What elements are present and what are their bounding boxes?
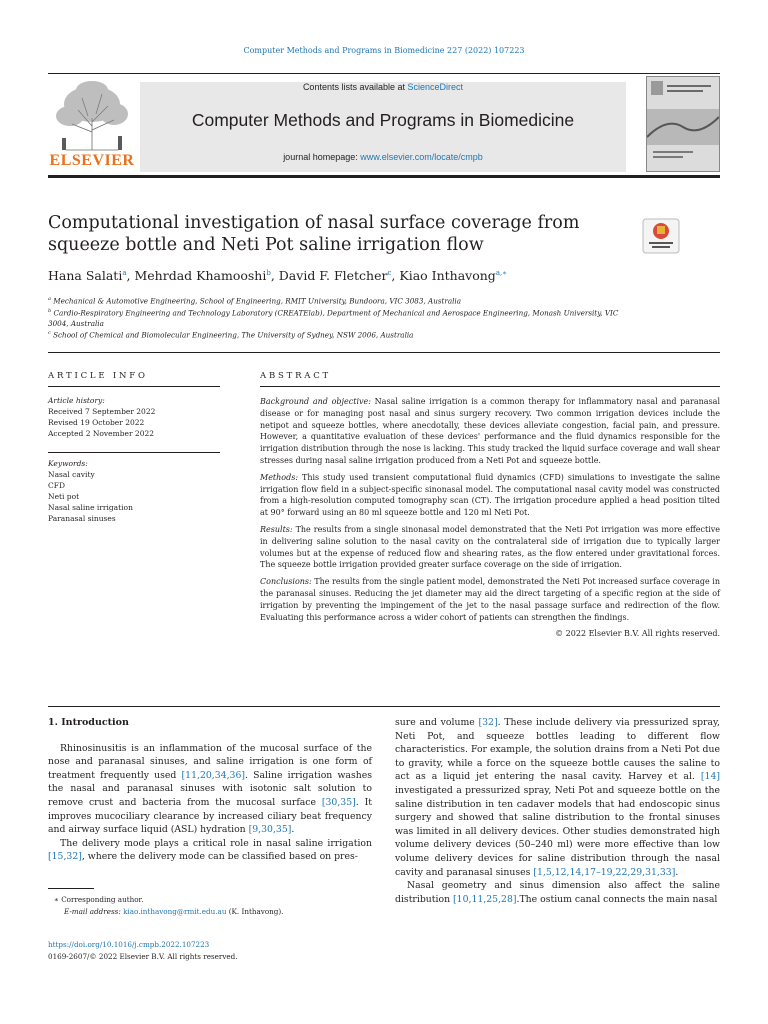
- paragraph-text: Nasal geometry and sinus dimension also affect the saline distribution: [395, 880, 720, 905]
- paragraph-text: sure and volume: [395, 717, 479, 728]
- section-rule: [48, 352, 720, 353]
- author-list: Hana Salati$^a$, Mehrdad Khamooshi$^b$, David F. Fletcher$^c$, Kiao Inthavong$^{a,∗}$: [48, 268, 507, 283]
- tree-icon: [48, 80, 136, 152]
- issn-line: 0169-2607/© 2022 Elsevier B.V. All rights reserved.: [48, 951, 238, 961]
- paragraph-text: The delivery mode plays a critical role in nasal saline irrigation: [60, 837, 372, 849]
- conclusions-text: The results from the single patient model, demonstrated the Neti Pot increased surface coverage in the paranasal sinuses. Reducing the jet diameter may aid the direct targeting of a specific region at the side of irrigation by preventing the impingement of the jet to the nasal passage surface and redirection of the flow. Evaluating this performance across a wider cohort of patients can strengthen the findings.: [260, 577, 720, 622]
- journal-citation[interactable]: Computer Methods and Programs in Biomedicine 227 (2022) 107223: [243, 46, 525, 55]
- header-rule: [48, 73, 720, 74]
- affiliation-text: Cardio-Respiratory Engineering and Technology Laboratory (CREATElab), Department of Mechanical and Aerospace Engineering, Monash University, VIC 3004, Australia: [48, 308, 619, 329]
- author-name[interactable]: Hana Salati: [48, 268, 123, 283]
- email-owner: (K. Inthavong).: [228, 906, 284, 916]
- keyword-item: Paranasal sinuses: [48, 514, 116, 523]
- journal-cover[interactable]: [646, 76, 720, 172]
- corresponding-author-note: Corresponding author.: [61, 895, 144, 904]
- homepage-link[interactable]: www.elsevier.com/locate/cmpb: [360, 152, 483, 162]
- keyword-item: Nasal cavity: [48, 470, 95, 479]
- elsevier-logo[interactable]: [48, 80, 136, 170]
- author-name[interactable]: David F. Fletcher: [278, 268, 388, 283]
- abstract-heading: ABSTRACT: [260, 371, 331, 381]
- body-rule: [48, 706, 720, 707]
- affiliation: [48, 328, 628, 340]
- keyword-item: CFD: [48, 481, 65, 490]
- affiliation-text: School of Chemical and Biomolecular Engineering, The University of Sydney, NSW 2006, Australia: [53, 330, 414, 340]
- paragraph-text: .The ostium canal connects the main nasal: [516, 893, 718, 905]
- abstract-results: [260, 524, 720, 571]
- methods-text: This study used transient computational fluid dynamics (CFD) simulations to investigate the saline irrigation flow field in a subject-specific sinonasal model. The computational nasal cavity model was constructed from a high-resolution computed tomography scan (CT). The irrigation procedure applied a head position tilted at 90° forward using an 80 ml squeeze bottle and 120 ml Neti Pot.: [260, 472, 720, 518]
- doi-link[interactable]: https://doi.org/10.1016/j.cmpb.2022.107223: [48, 940, 210, 949]
- history-revised: Revised 19 October 2022: [48, 418, 145, 427]
- conclusions-label: Conclusions:: [260, 577, 312, 587]
- paragraph-text: . Saline irrigation washes the nasal and paranasal sinuses with isotonic salt solution to remove crust and bacteria from the mucosal surface: [48, 769, 373, 808]
- check-for-updates-badge[interactable]: [642, 218, 680, 254]
- affiliation: [48, 294, 628, 306]
- paragraph-text: Rhinosinusitis is an inflammation of the mucosal surface of the nose and paranasal sinuses, and saline irrigation is one form of treatment frequently used: [48, 742, 372, 781]
- results-label: Results:: [260, 524, 293, 534]
- author-name[interactable]: Mehrdad Khamooshi: [134, 268, 267, 283]
- affiliation-mark: c: [48, 330, 51, 336]
- citation-link[interactable]: [11,20,34,36]: [181, 769, 245, 781]
- citation-link[interactable]: [15,32]: [48, 851, 82, 863]
- keywords-rule: [48, 452, 220, 453]
- contents-line: [140, 82, 626, 92]
- email-link[interactable]: kiao.inthavong@rmit.edu.au: [123, 906, 227, 916]
- history-label: Article history:: [48, 396, 105, 405]
- history-received: Received 7 September 2022: [48, 407, 156, 416]
- affiliation-mark: a: [48, 296, 51, 302]
- citation-link[interactable]: [1,5,12,14,17–19,22,29,31,33]: [533, 866, 676, 878]
- header-thick-rule: [48, 175, 720, 178]
- abstract-body: [260, 396, 720, 640]
- homepage-prefix: journal homepage:: [283, 152, 358, 162]
- background-label: Background and objective:: [260, 397, 371, 406]
- keyword-item: Neti pot: [48, 492, 80, 501]
- paragraph-text: , where the delivery mode can be classified based on pres-: [81, 851, 358, 863]
- author-affiliation-mark[interactable]: b: [266, 268, 271, 277]
- keywords-label: Keywords:: [48, 459, 88, 468]
- paragraph-text: .: [291, 824, 295, 836]
- elsevier-wordmark: ELSEVIER: [49, 152, 135, 169]
- intro-paragraph: [395, 716, 720, 879]
- crossmark-icon: [642, 218, 680, 254]
- results-text: The results from a single sinonasal model demonstrated that the Neti Pot irrigation was more effective in delivering saline solution to the nasal cavity on the contralateral side of irrigation due to typically larger volumes but at the expense of reduced flow and shearing rates, as the flow entered under gravitational forces. The squeeze bottle irrigation provided greater surface coverage on the side of irrigation.: [260, 524, 721, 570]
- paragraph-text: . These include delivery via pressurized spray, Neti Pot, and squeeze bottles leading to different flow characteristics. For example, the solution drains from a Neti Pot due to gravity, while a force on the squeeze bottle causes the saline to act as a liquid jet entering the nasal cavity. Harvey et al.: [395, 717, 720, 783]
- email-label: E-mail address:: [64, 906, 121, 916]
- citation-link[interactable]: [14]: [700, 771, 720, 783]
- journal-banner: [140, 82, 626, 172]
- keywords: [48, 458, 220, 524]
- paragraph-text: . It improves mucociliary clearance by increased ciliary beat frequency and airway surface liquid (ASL) hydration: [48, 796, 372, 836]
- history-accepted: Accepted 2 November 2022: [48, 429, 155, 438]
- footnote: [48, 894, 283, 917]
- article-info-heading: ARTICLE INFO: [48, 371, 148, 381]
- citation-link[interactable]: [9,30,35]: [248, 824, 292, 836]
- page-footer: [48, 939, 238, 962]
- article-title: Computational investigation of nasal surface coverage from squeeze bottle and Neti Pot saline irrigation flow: [48, 213, 580, 255]
- journal-name: Computer Methods and Programs in Biomedicine: [191, 110, 575, 130]
- author-affiliation-mark[interactable]: a,∗: [495, 268, 507, 277]
- abstract-methods: [260, 472, 720, 519]
- abstract-background: [260, 396, 720, 467]
- paragraph-text: investigated a pressurized spray, Neti Pot and squeeze bottle on the saline distribution in ten cadaver models that had endoscopic sinus surgery and showed that saline distribution to the frontal sinuses was limited in all delivery devices. Other studies demonstrated high volume delivery devices (50–240 ml) were more effective than low volume delivery devices for saline distribution through the nasal cavity and paranasal sinuses: [395, 784, 720, 878]
- abstract-copyright: © 2022 Elsevier B.V. All rights reserved.: [555, 629, 720, 639]
- contents-prefix: Contents lists available at: [302, 82, 405, 92]
- intro-paragraph: [48, 742, 372, 837]
- body-right-column: [395, 716, 720, 906]
- background-text: Nasal saline irrigation is a common therapy for inflammatory nasal and paranasal disease or for managing post nasal and sinus surgery recovery. Two common irrigation devices include the netipot and squeeze bottles, where anecdotally, these devices alleviate congestion, facial pain, and pressure. However, a quantitative evaluation of these devices' performance and the fluid dynamics responsible for the irrigation distribution through the nose is lacking. This study tracked the liquid surface coverage and wall shear stresses during nasal saline irrigation produced from a Neti Pot and squeeze bottle.: [260, 397, 720, 465]
- affiliation-mark: b: [48, 308, 52, 314]
- introduction-heading: 1. Introduction: [48, 717, 129, 728]
- abstract-rule: [260, 386, 720, 387]
- homepage-line: [140, 152, 626, 162]
- paragraph-text: .: [675, 866, 679, 878]
- article-history: [48, 395, 220, 439]
- body-left-column: [48, 716, 372, 864]
- affiliation: [48, 306, 628, 329]
- citation-link[interactable]: [10,11,25,28]: [453, 893, 517, 905]
- footnote-symbol: ∗: [54, 895, 59, 904]
- citation-link[interactable]: [30,35]: [321, 796, 356, 808]
- citation-link[interactable]: [32]: [478, 717, 498, 728]
- methods-label: Methods:: [260, 472, 299, 482]
- affiliation-text: Mechanical & Automotive Engineering, School of Engineering, RMIT University, Bundoora, VIC 3083, Australia: [53, 296, 462, 306]
- author-affiliation-mark[interactable]: a: [122, 268, 127, 277]
- article-info-rule: [48, 386, 220, 387]
- abstract-conclusions: [260, 576, 720, 623]
- intro-paragraph: [48, 837, 372, 864]
- author-name[interactable]: Kiao Inthavong: [399, 268, 496, 283]
- keyword-item: Nasal saline irrigation: [48, 503, 133, 512]
- cover-artwork: [647, 77, 719, 171]
- author-affiliation-mark[interactable]: c: [387, 268, 392, 277]
- intro-paragraph: [395, 879, 720, 906]
- sciencedirect-link[interactable]: ScienceDirect: [407, 82, 464, 92]
- footnote-rule: [48, 888, 94, 889]
